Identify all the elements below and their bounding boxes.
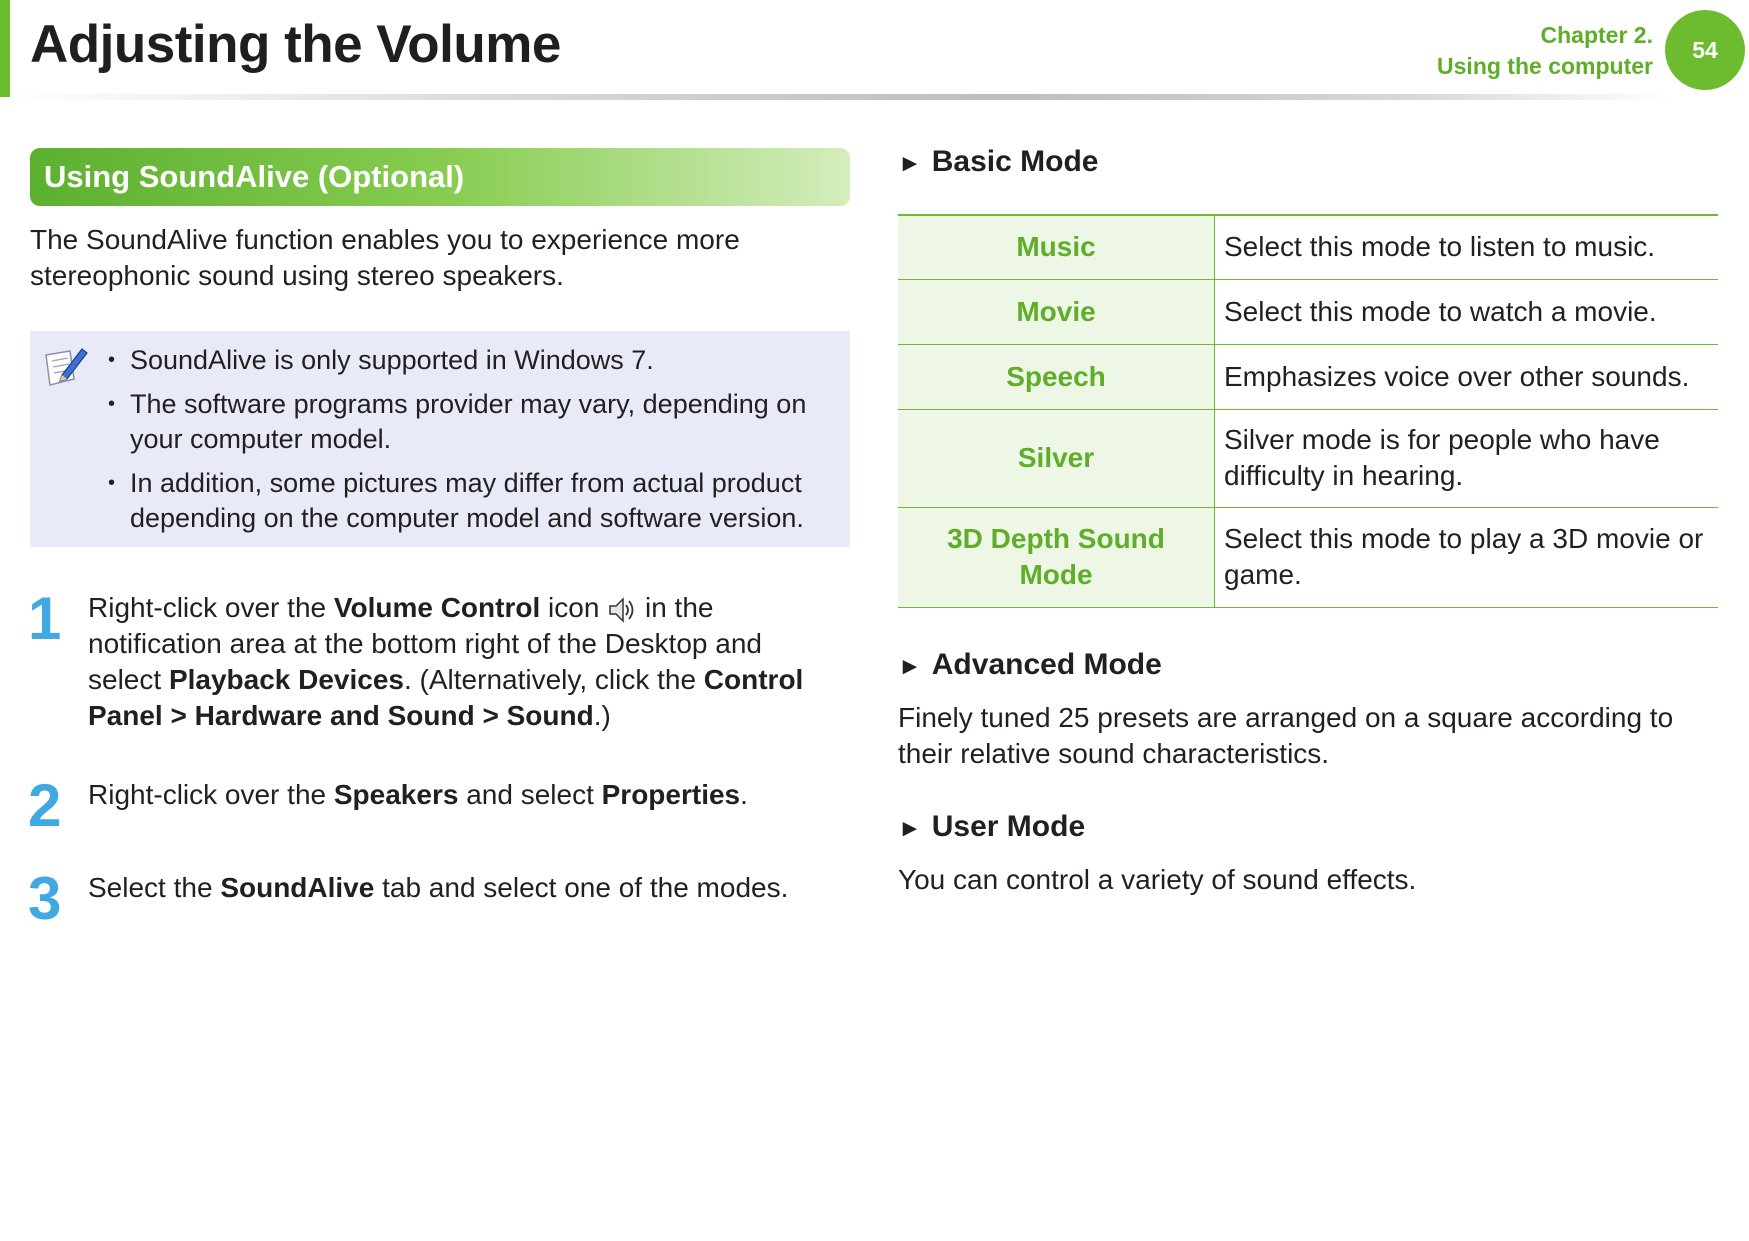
user-mode-heading: ► User Mode <box>898 810 1086 843</box>
step-number: 2 <box>28 772 62 839</box>
note-item: • The software programs provider may vary, depending on your computer model. <box>108 389 807 454</box>
triangle-bullet-icon: ► <box>898 815 922 842</box>
mode-name: Movie <box>898 279 1215 344</box>
table-row <box>898 215 1718 279</box>
note-list <box>108 343 840 545</box>
mode-name: Speech <box>898 344 1215 409</box>
section-title: Using SoundAlive (Optional) <box>30 148 850 206</box>
note-pencil-icon <box>40 345 90 391</box>
step-text: Right-click over the Speakers and select Properties. <box>88 779 748 810</box>
triangle-bullet-icon: ► <box>898 150 922 177</box>
mode-description: Select this mode to listen to music. <box>1224 231 1656 263</box>
page-number-badge: 54 <box>1665 10 1745 90</box>
advanced-mode-text: Finely tuned 25 presets are arranged on a square according to their relative sound characteristics. <box>898 702 1674 769</box>
page-title: Adjusting the Volume <box>30 15 561 74</box>
section-intro: The SoundAlive function enables you to experience more stereophonic sound using stereo speakers. <box>30 224 740 291</box>
note-box <box>30 331 850 547</box>
table-row <box>898 344 1718 409</box>
step-text: Select the SoundAlive tab and select one of the modes. <box>88 872 789 903</box>
mode-description: Silver mode is for people who have difficulty in hearing. <box>1224 424 1660 491</box>
step-text: Right-click over the Volume Control icon in the notification area at the bottom right of the Desktop and select Playback Devices. (Alternatively, click the Control Panel > Hardware and Sound > Sound.) <box>88 592 804 731</box>
basic-mode-heading: ► Basic Mode <box>898 145 1099 178</box>
basic-mode-table <box>898 214 1718 608</box>
mode-description: Emphasizes voice over other sounds. <box>1224 360 1690 392</box>
step-number: 3 <box>28 865 62 932</box>
user-mode-text: You can control a variety of sound effects. <box>898 864 1417 895</box>
chapter-label <box>1437 20 1653 82</box>
speaker-icon <box>607 595 637 625</box>
table-row <box>898 279 1718 344</box>
note-item: • In addition, some pictures may differ from actual product depending on the computer model and software version. <box>108 468 804 533</box>
mode-description: Select this mode to play a 3D movie or game. <box>1224 523 1704 590</box>
mode-name: 3D Depth Sound Mode <box>898 507 1215 607</box>
header-accent-bar <box>0 0 10 97</box>
chapter-number: Chapter 2. <box>1540 22 1653 48</box>
advanced-mode-heading: ► Advanced Mode <box>898 648 1162 681</box>
chapter-title: Using the computer <box>1437 53 1653 79</box>
header-divider <box>10 94 1670 100</box>
mode-description: Select this mode to watch a movie. <box>1224 295 1657 327</box>
table-row <box>898 507 1718 607</box>
mode-name: Music <box>898 215 1215 279</box>
mode-name: Silver <box>898 409 1215 507</box>
table-row <box>898 409 1718 507</box>
triangle-bullet-icon: ► <box>898 653 922 680</box>
step-number: 1 <box>28 585 62 652</box>
note-item: • SoundAlive is only supported in Windows 7. <box>108 345 654 375</box>
